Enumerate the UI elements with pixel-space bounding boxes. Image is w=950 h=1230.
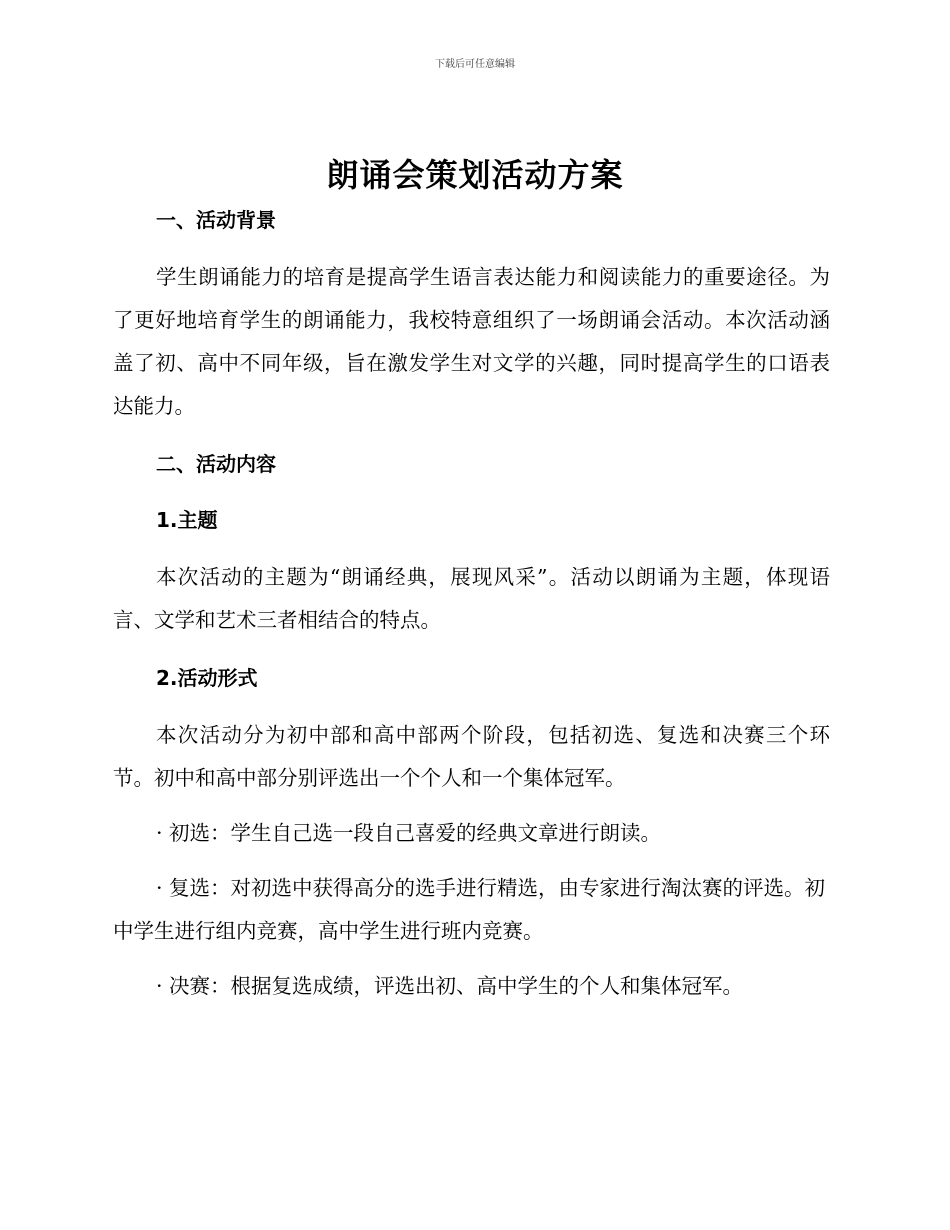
background-paragraph: 学生朗诵能力的培育是提高学生语言表达能力和阅读能力的重要途径。为了更好地培育学生的朗诵能力，我校特意组织了一场朗诵会活动。本次活动涵盖了初、高中不同年级，旨在激发学生对文学的兴趣，同时提高学生的口语表达能力。 bbox=[113, 265, 830, 418]
header-note: 下载后可任意编辑 bbox=[435, 59, 515, 70]
subheading-theme: 1.主题 bbox=[156, 508, 218, 532]
theme-paragraph: 本次活动的主题为“朗诵经典，展现风采”。活动以朗诵为主题，体现语言、文学和艺术三者相结合的特点。 bbox=[113, 565, 830, 632]
format-paragraph: 本次活动分为初中部和高中部两个阶段，包括初选、复选和决赛三个环节。初中和高中部分别评选出一个个人和一个集体冠军。 bbox=[113, 723, 830, 790]
bullet-final: · 决赛：根据复选成绩，评选出初、高中学生的个人和集体冠军。 bbox=[156, 974, 744, 998]
subheading-format: 2.活动形式 bbox=[156, 666, 258, 690]
section-heading-content: 二、活动内容 bbox=[156, 452, 276, 476]
bullet-semifinal: · 复选：对初选中获得高分的选手进行精选，由专家进行淘汰赛的评选。初中学生进行组内竞赛，高中学生进行班内竞赛。 bbox=[113, 876, 826, 943]
section-heading-background: 一、活动背景 bbox=[156, 208, 276, 232]
bullet-preliminary: · 初选：学生自己选一段自己喜爱的经典文章进行朗读。 bbox=[156, 821, 662, 845]
document-title: 朗诵会策划活动方案 bbox=[326, 156, 624, 194]
document-body bbox=[113, 200, 830, 1008]
